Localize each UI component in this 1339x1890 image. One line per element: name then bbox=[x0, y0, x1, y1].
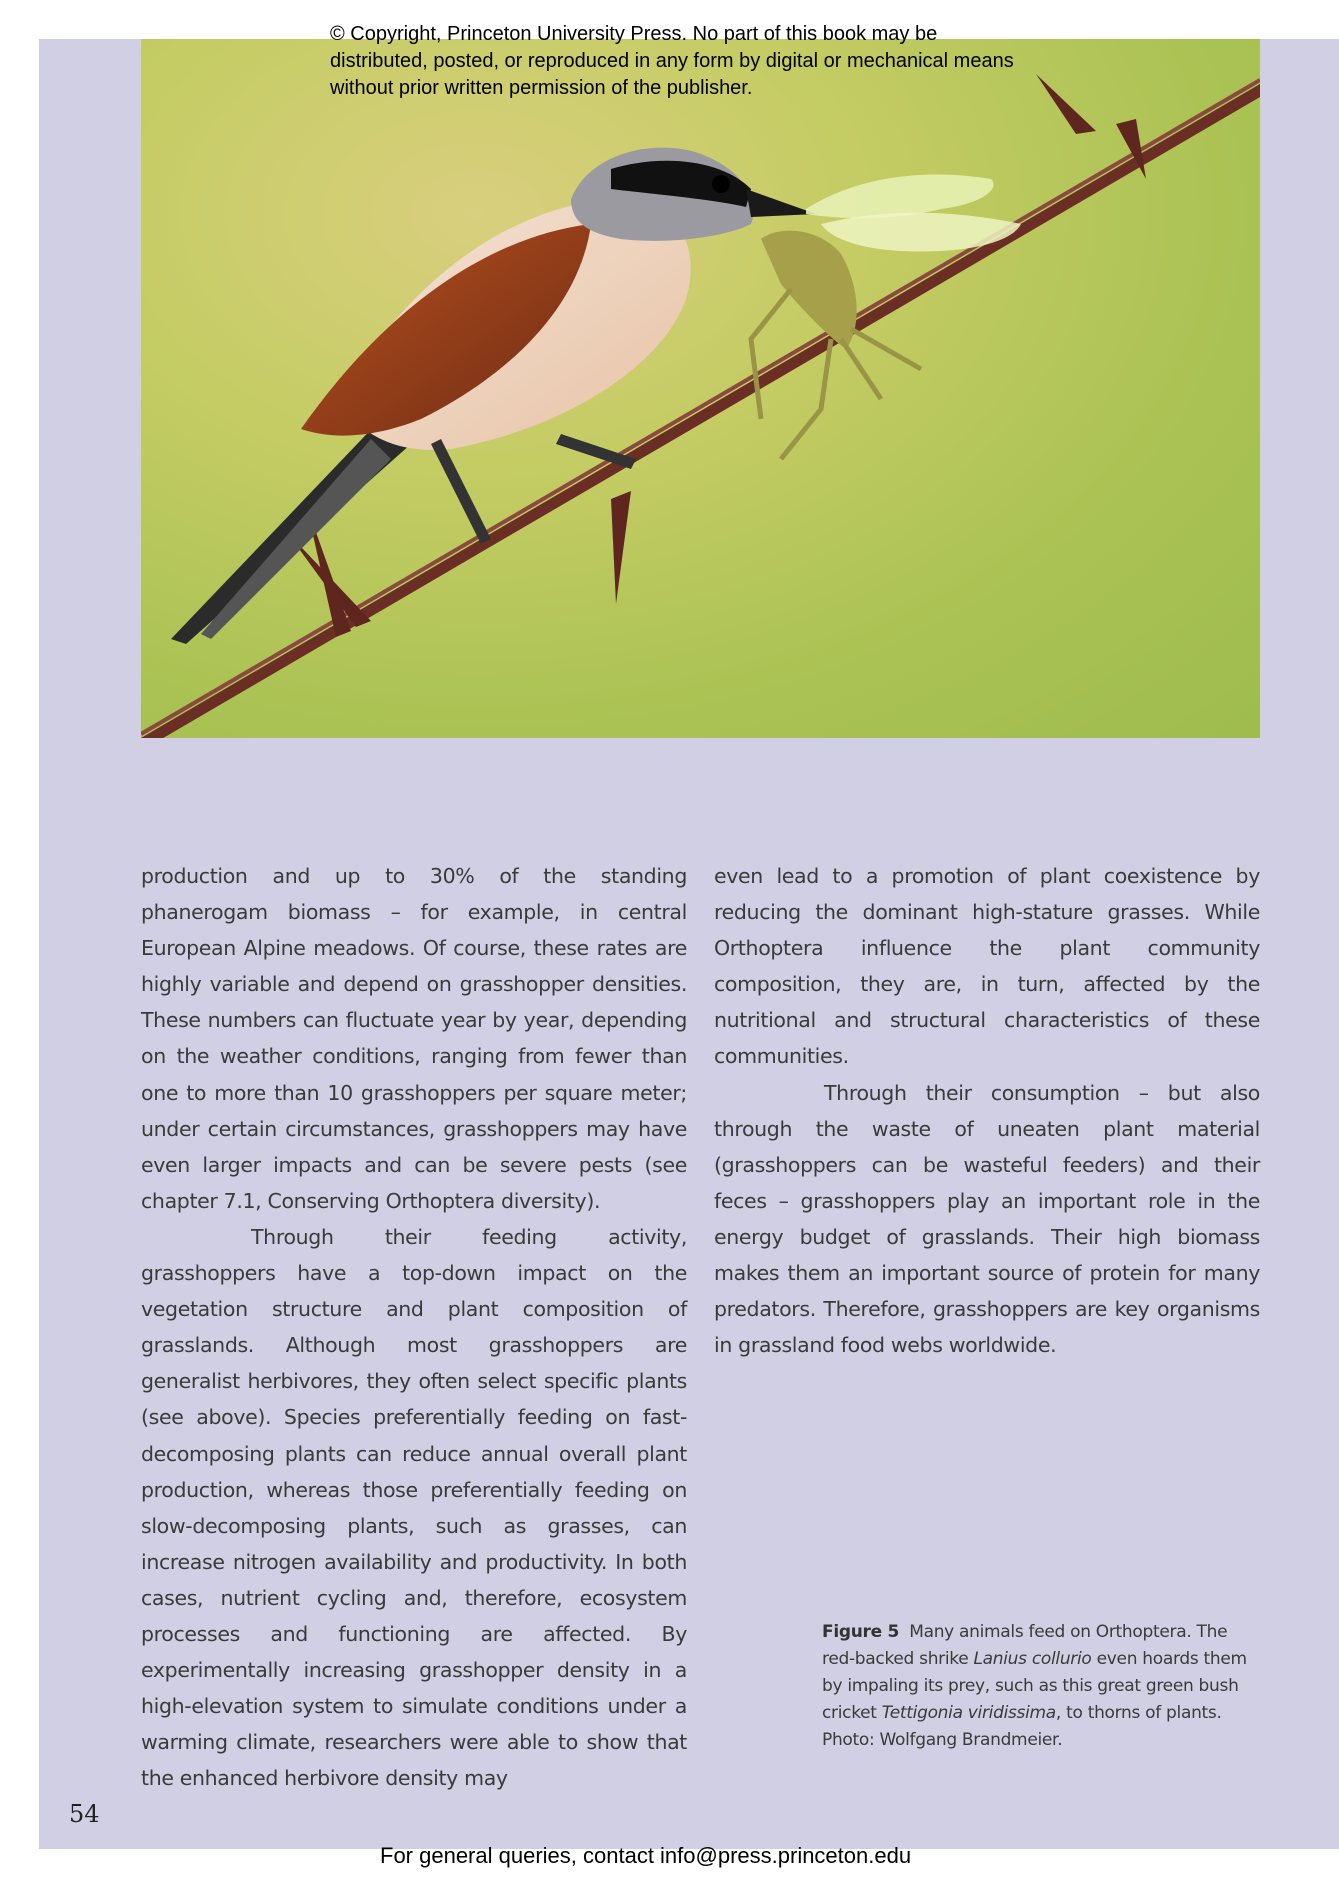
shrike-leg bbox=[431, 439, 491, 544]
cricket-wings bbox=[806, 174, 994, 218]
thorn bbox=[611, 491, 631, 604]
shrike-illustration bbox=[141, 39, 1260, 738]
species-name: Tettigonia viridissima bbox=[881, 1703, 1056, 1723]
paragraph: Through their consumption – but also through the waste of uneaten plant material (grasshoppers can be wasteful feeders) and their feces – grasshoppers play an important role in the energy budget of grasslands. Their high biomass makes them an important source of protein for many predators. Therefore, grasshoppers are key organisms in grassland food webs worldwide. bbox=[714, 1080, 1260, 1358]
paragraph: production and up to 30% of the standing phanerogam biomass – for example, in central European Alpine meadows. Of course, these rates are highly variable and depend on grasshopper densities. These numbers can fluctuate year by year, depending on the weather conditions, ranging from fewer than one to more than 10 grasshoppers per square meter; under certain circumstances, grasshoppers may have even larger impacts and can be severe pests (see chapter 7.1, Conserving Orthoptera diversity). bbox=[141, 864, 687, 1213]
copyright-notice: © Copyright, Princeton University Press. No part of this book may be distributed, posted, or reproduced in any form by digital or mechanical means without prior written permission of the publisher. bbox=[330, 23, 1014, 99]
caption-text: , to thorns of plants. Photo: Wolfgang Brandmeier. bbox=[822, 1703, 1222, 1750]
thorn bbox=[1036, 74, 1096, 134]
footer-contact: For general queries, contact info@press.princeton.edu bbox=[380, 1843, 912, 1868]
body-column-right bbox=[714, 858, 1260, 1363]
caption-text: Many animals feed on Orthoptera. The red-backed shrike bbox=[822, 1622, 1228, 1669]
cricket-body bbox=[761, 231, 857, 349]
page-number: 54 bbox=[69, 1800, 100, 1828]
caption-text: even hoards them by impaling its prey, such as this great green bush cricket bbox=[822, 1649, 1247, 1723]
body-column-left bbox=[141, 858, 687, 1796]
figure-label: Figure 5 bbox=[822, 1622, 899, 1642]
shrike-beak bbox=[746, 189, 816, 217]
figure-caption bbox=[822, 1619, 1262, 1754]
paragraph: Through their feeding activity, grasshoppers have a top-down impact on the vegetation structure and plant composition of grasslands. Although most grasshoppers are generalist herbivores, they often select specific plants (see above). Species preferentially feeding on fast-decomposing plants can reduce annual overall plant production, whereas those preferentially feeding on slow-decomposing plants, such as grasses, can increase nitrogen availability and productivity. In both cases, nutrient cycling and, therefore, ecosystem processes and functioning are affected. By experimentally increasing grasshopper density in a high-elevation system to simulate conditions under a warming climate, researchers were able to show that the enhanced herbivore density may bbox=[141, 1224, 687, 1791]
shrike-photo bbox=[141, 39, 1260, 738]
paragraph: even lead to a promotion of plant coexistence by reducing the dominant high-stature grasses. While Orthoptera influence the plant community composition, they are, in turn, affected by the nutritional and structural characteristics of these communities. bbox=[714, 864, 1260, 1069]
species-name: Lanius collurio bbox=[973, 1649, 1092, 1669]
shrike-eye bbox=[712, 175, 730, 193]
